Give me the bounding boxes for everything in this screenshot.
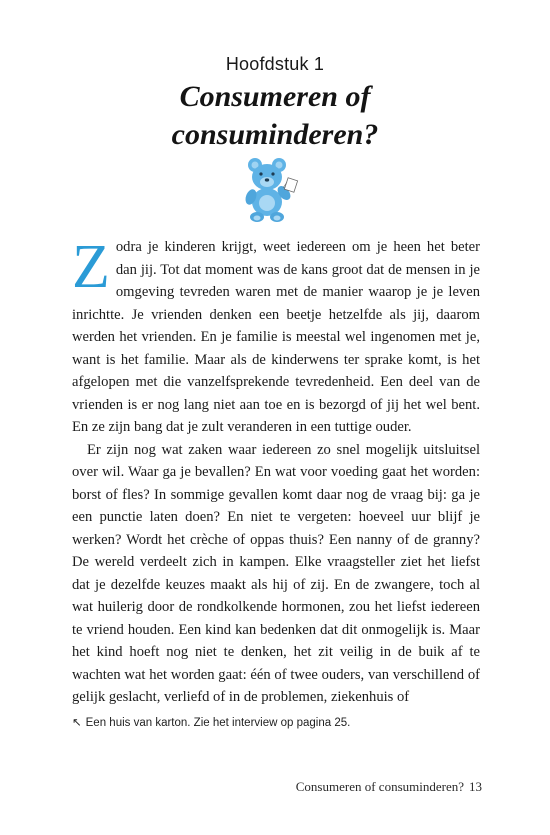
paragraph-2: Er zijn nog wat zaken waar iedereen zo snel mogelijk uitsluitsel over wil. Waar ga je bevallen? En wat voor voeding gaat het worden: borst of fles? In sommige gevallen komt daar nog de vraag bij: ga je een punctie laten doen? En niet te vergeten: hoeveel uur blijf je werken? Wordt het crèche of oppas thuis? Een nanny of de granny? De wereld verdeelt zich in kampen. Elke vraagsteller ziet het liefst dat je dezelfde keuzes maakt als hij of zij. En de zwangere, toch al wat huilerig door de rondkolkende hormonen, zou het liefst iedereen te vriend houden. Een kind kan bedenken dat dit onmogelijk is. Maar het kind hoeft nog niet te denken, het zit veilig in de buik af te wachten wat het worden gaat: één of twee ouders, van verschillend of gelijk geslacht, verliefd of in de problemen, ziekenhuis of: [72, 441, 480, 705]
page-footer: [296, 779, 482, 795]
drop-cap: Z: [72, 233, 110, 301]
arrow-up-left-icon: ↖: [72, 717, 82, 729]
paragraph-1: [72, 233, 480, 439]
chapter-title-line-2: consuminderen?: [171, 118, 379, 151]
body-text: [72, 233, 480, 709]
chapter-label: Hoofdstuk 1: [225, 54, 325, 74]
image-caption: [72, 715, 492, 729]
teddy-bear-icon: [243, 155, 299, 223]
caption-text: Een huis van karton. Zie het interview op pagina 25.: [85, 717, 351, 729]
chapter-title-line-1: Consumeren of: [179, 80, 371, 113]
running-title: Consumeren of consuminderen?: [295, 779, 464, 794]
page-number: 13: [469, 779, 482, 794]
chapter-title: [0, 78, 550, 154]
paragraph-1-text: odra je kinderen krijgt, weet iedereen om je heen het beter dan jij. Tot dat moment was de kans groot dat de mensen in je omgeving tevreden waren met de manier waarop je je leven inrichtte. Je vrienden denken een beetje hetzelfde als jij, daarom werden het vrienden. En je familie is meestal wel ingenomen met je, want is het familie. Maar als de kinderwens ter sprake komt, is het afgelopen met die vanzelfsprekende tevredenheid. Een deel van de vrienden is er nog lang niet aan toe en is bezorgd of jij het wel bent. En ze zijn bang dat je zult veranderen in een tuttige ouder.: [72, 239, 480, 435]
